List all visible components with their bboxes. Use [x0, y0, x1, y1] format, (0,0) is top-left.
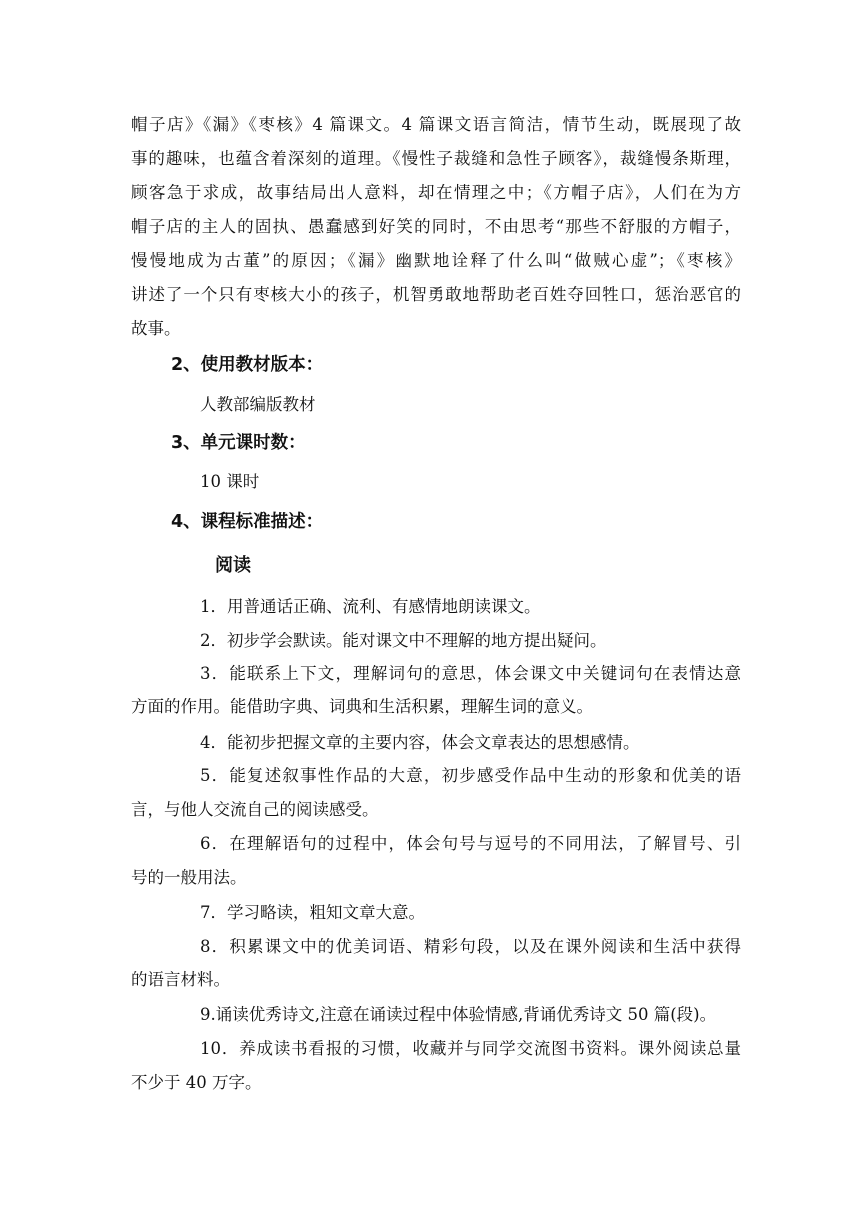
section-heading-lesson-count: 3、单元课时数： [171, 433, 306, 453]
reading-item: 7．学习略读，粗知文章大意。 [200, 903, 425, 922]
textbook-version-value: 人教部编版教材 [200, 395, 316, 414]
reading-item: 8．积累课文中的优美词语、精彩句段，以及在课外阅读和生活中获得 [200, 937, 741, 956]
reading-item: 2．初步学会默读。能对课文中不理解的地方提出疑问。 [200, 631, 607, 650]
reading-item-continuation: 方面的作用。能借助字典、词典和生活积累，理解生词的意义。 [131, 697, 593, 716]
section-heading-curriculum-standard: 4、课程标准描述： [171, 512, 324, 532]
reading-item: 5．能复述叙事性作品的大意，初步感受作品中生动的形象和优美的语 [200, 766, 741, 785]
reading-item: 6．在理解语句的过程中，体会句号与逗号的不同用法，了解冒号、引 [200, 834, 741, 853]
subheading-reading: 阅读 [215, 555, 251, 576]
intro-line: 帽子店》《漏》《枣核》4 篇课文。4 篇课文语言简洁，情节生动，既展现了故 [131, 115, 741, 134]
reading-item: 1．用普通话正确、流利、有感情地朗读课文。 [200, 597, 541, 616]
section-heading-textbook-version: 2、使用教材版本： [171, 355, 324, 375]
reading-item: 10．养成读书看报的习惯，收藏并与同学交流图书资料。课外阅读总量 [200, 1039, 741, 1058]
intro-line: 帽子店的主人的固执、愚蠢感到好笑的同时，不由思考“那些不舒服的方帽子， [131, 217, 741, 236]
reading-item-continuation: 的语言材料。 [131, 970, 230, 989]
intro-line: 慢慢地成为古董”的原因；《漏》幽默地诠释了什么叫“做贼心虚”；《枣核》 [131, 251, 741, 270]
intro-line: 故事。 [131, 319, 181, 338]
reading-item-continuation: 不少于 40 万字。 [131, 1073, 262, 1092]
reading-item: 9.诵读优秀诗文,注意在诵读过程中体验情感,背诵优秀诗文 50 篇(段)。 [200, 1005, 717, 1024]
reading-item: 3．能联系上下文，理解词句的意思，体会课文中关键词句在表情达意 [200, 664, 741, 683]
reading-item-continuation: 言，与他人交流自己的阅读感受。 [131, 800, 379, 819]
intro-line: 事的趣味，也蕴含着深刻的道理。《慢性子裁缝和急性子顾客》，裁缝慢条斯理， [131, 149, 741, 168]
reading-item: 4．能初步把握文章的主要内容，体会文章表达的思想感情。 [200, 733, 640, 752]
reading-item-continuation: 号的一般用法。 [131, 868, 247, 887]
intro-line: 顾客急于求成，故事结局出人意料，却在情理之中；《方帽子店》，人们在为方 [131, 183, 741, 202]
intro-line: 讲述了一个只有枣核大小的孩子，机智勇敢地帮助老百姓夺回牲口，惩治恶官的 [131, 285, 741, 304]
lesson-count-value: 10 课时 [200, 472, 260, 491]
